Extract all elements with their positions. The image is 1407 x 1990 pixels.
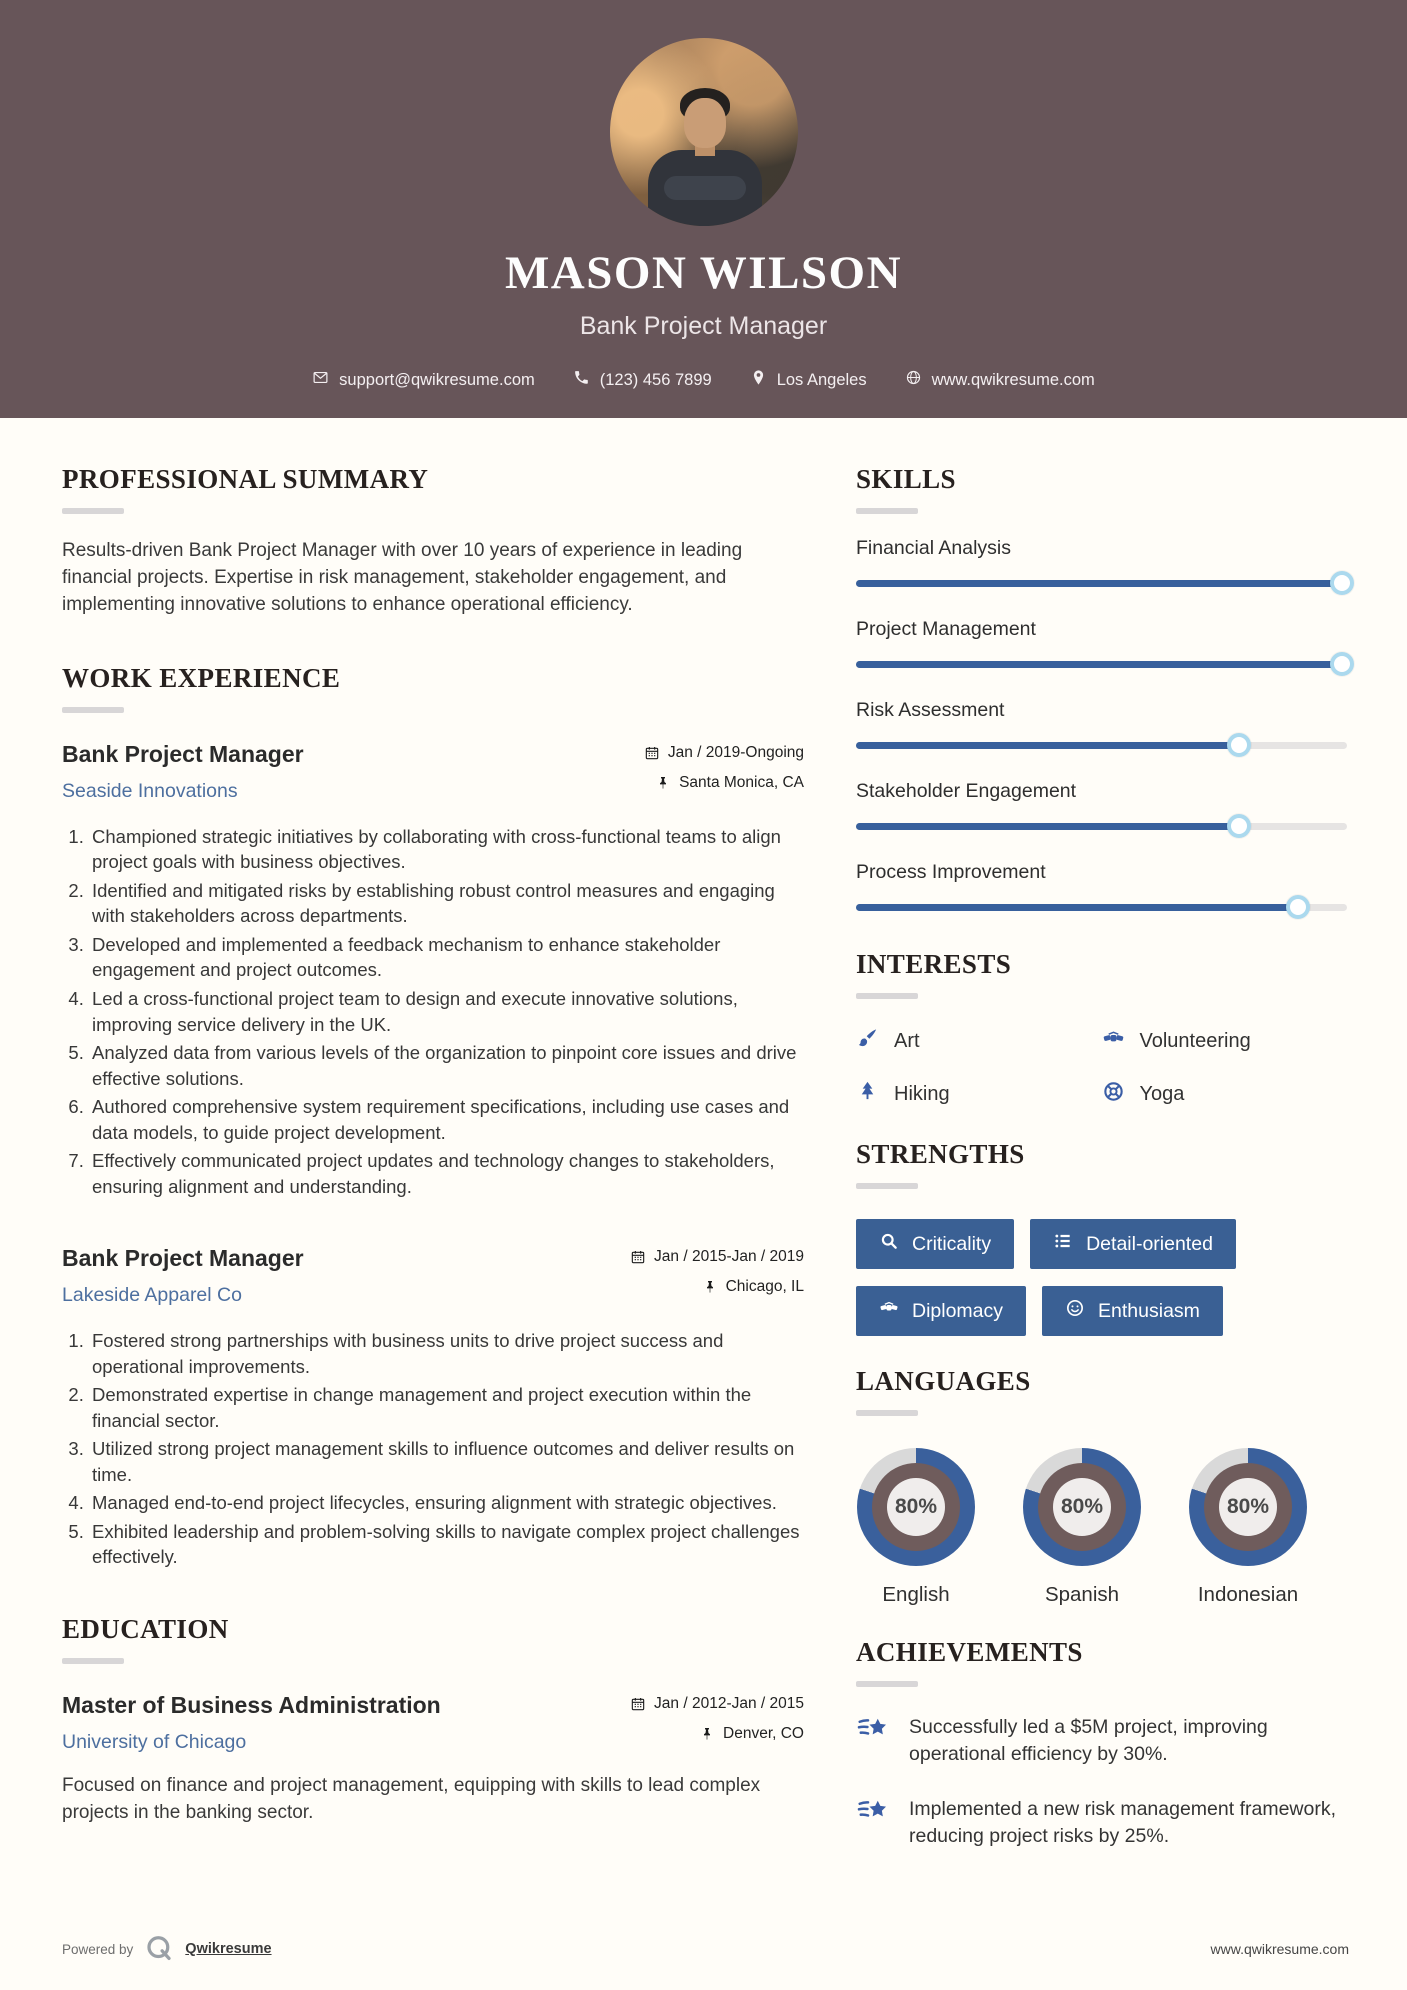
location-icon — [750, 369, 767, 386]
handshake-icon — [879, 1298, 899, 1318]
summary-heading: PROFESSIONAL SUMMARY — [62, 464, 429, 494]
language-item — [856, 1448, 976, 1607]
language-item — [1188, 1448, 1308, 1607]
skill-label: Project Management — [856, 618, 1036, 640]
slider-handle[interactable] — [1330, 652, 1354, 676]
language-label: Spanish — [1044, 1583, 1120, 1606]
job-bullet: 2. Identified and mitigated risks by establishing robust control measures and engaging with stakeholders across departments. — [89, 878, 804, 929]
heading-underline — [856, 508, 918, 514]
skills-mount — [856, 537, 1347, 919]
job-bullet: 6. Authored comprehensive system requirement specifications, including use cases and data models, to guide project development. — [89, 1094, 804, 1145]
slider-handle[interactable] — [1330, 571, 1354, 595]
skill-slider — [856, 814, 1347, 838]
skill-label: Financial Analysis — [856, 537, 1011, 559]
contact-text: support@qwikresume.com — [339, 370, 535, 389]
handshake-icon — [1102, 1027, 1125, 1050]
job-dates — [644, 744, 804, 762]
header — [0, 0, 1407, 418]
pine-tree-icon — [856, 1080, 879, 1103]
strength-chip[interactable] — [1042, 1286, 1223, 1336]
contact-text: Los Angeles — [776, 370, 867, 389]
contact-icon-slot — [750, 369, 767, 391]
job-bullet: 1. Fostered strong partnerships with business units to drive project success and operational improvements. — [89, 1328, 804, 1379]
achievement-item — [856, 1796, 1347, 1851]
interests-grid — [856, 1027, 1347, 1109]
achievement-item — [856, 1714, 1347, 1769]
skill-slider — [856, 895, 1347, 919]
language-item — [1022, 1448, 1142, 1607]
education-dates — [630, 1695, 804, 1713]
language-percent: 80% — [1053, 1478, 1111, 1536]
education-entry — [62, 1692, 804, 1827]
pushpin-icon — [702, 1279, 718, 1295]
candidate-name: MASON WILSON — [504, 247, 903, 299]
q-logo-icon — [144, 1934, 174, 1964]
company-link[interactable]: Lakeside Apparel Co — [62, 1284, 242, 1307]
strength-label: Enthusiasm — [1098, 1299, 1200, 1322]
contact-item[interactable] — [573, 369, 712, 391]
heading-underline — [62, 707, 124, 713]
section-education — [62, 1614, 804, 1827]
language-percent: 80% — [1219, 1478, 1277, 1536]
job-dates-text: Jan / 2019-Ongoing — [667, 743, 804, 761]
job-location — [644, 774, 804, 792]
contact-text: www.qwikresume.com — [931, 370, 1095, 389]
strengths-heading: STRENGTHS — [856, 1139, 1025, 1169]
section-strengths — [856, 1139, 1347, 1336]
contact-row — [0, 369, 1407, 391]
slider-fill — [856, 904, 1298, 911]
education-dates-text: Jan / 2012-Jan / 2015 — [654, 1694, 804, 1712]
slider-fill — [856, 580, 1342, 587]
achievement-text: Implemented a new risk management framework, reducing project risks by 25%. — [909, 1797, 1337, 1847]
school-link[interactable]: University of Chicago — [62, 1730, 247, 1753]
job-dates-text: Jan / 2015-Jan / 2019 — [654, 1248, 804, 1266]
slider-handle[interactable] — [1286, 895, 1310, 919]
language-donut — [1189, 1448, 1307, 1566]
strength-icon-slot — [1053, 1231, 1073, 1257]
powered-by — [62, 1934, 272, 1964]
strength-chip[interactable] — [856, 1286, 1026, 1336]
interest-label: Hiking — [894, 1083, 950, 1105]
slider-fill — [856, 742, 1239, 749]
job-bullet: 2. Demonstrated expertise in change management and project execution within the financial sector. — [89, 1382, 804, 1433]
pushpin-icon — [699, 1726, 715, 1742]
skill-item — [856, 780, 1347, 838]
paintbrush-icon — [856, 1027, 879, 1050]
calendar-icon — [644, 745, 660, 761]
interest-label: Yoga — [1139, 1083, 1185, 1105]
heading-underline — [62, 1658, 124, 1664]
education-location — [630, 1725, 804, 1743]
job-bullet: 3. Developed and implemented a feedback mechanism to enhance stakeholder engagement and project outcomes. — [89, 932, 804, 983]
list-icon — [1053, 1231, 1073, 1251]
contact-icon-slot — [312, 369, 329, 391]
contact-item[interactable] — [905, 369, 1095, 391]
skill-label: Stakeholder Engagement — [856, 780, 1077, 802]
job-bullet: 1. Championed strategic initiatives by collaborating with cross-functional teams to align project goals with business objectives. — [89, 824, 804, 875]
contact-item[interactable] — [312, 369, 535, 391]
languages-heading: LANGUAGES — [856, 1366, 1031, 1396]
skill-item — [856, 618, 1347, 676]
language-label: English — [882, 1583, 950, 1606]
section-interests — [856, 949, 1347, 1109]
job-bullet: 5. Analyzed data from various levels of the organization to pinpoint core issues and drive effective solutions. — [89, 1040, 804, 1091]
interest-icon-slot — [856, 1080, 879, 1109]
lifebuoy-icon — [1102, 1080, 1125, 1103]
shooting-star-icon — [856, 1794, 892, 1830]
langs-mount — [856, 1448, 1347, 1607]
calendar-icon — [630, 1696, 646, 1712]
interest-item — [1102, 1080, 1348, 1109]
job-bullet: 3. Utilized strong project management skills to influence outcomes and deliver results on time. — [89, 1436, 804, 1487]
summary-text: Results-driven Bank Project Manager with over 10 years of experience in leading financial projects. Expertise in risk management, stakeholder engagement, and implementing innovative solutions to enhance operational efficiency. — [62, 540, 743, 615]
company-link[interactable]: Seaside Innovations — [62, 779, 238, 802]
job-bullet: 4. Managed end-to-end project lifecycles, ensuring alignment with strategic objectives. — [89, 1490, 804, 1516]
strength-icon-slot — [1065, 1298, 1085, 1324]
contact-item[interactable] — [750, 369, 867, 391]
globe-icon — [905, 369, 922, 386]
slider-handle[interactable] — [1227, 814, 1251, 838]
heading-underline — [62, 508, 124, 514]
section-skills — [856, 464, 1347, 919]
job-entry — [62, 741, 804, 1199]
job-location — [630, 1278, 804, 1296]
education-location-text: Denver, CO — [723, 1724, 804, 1742]
language-donut — [857, 1448, 975, 1566]
slider-fill — [856, 661, 1342, 668]
skill-slider — [856, 571, 1347, 595]
jobs-mount — [62, 741, 804, 1570]
skills-heading: SKILLS — [856, 464, 956, 494]
strengths-mount — [856, 1219, 1347, 1336]
slider-handle[interactable] — [1227, 733, 1251, 757]
job-bullets — [62, 824, 804, 1199]
section-languages — [856, 1366, 1347, 1607]
skill-item — [856, 861, 1347, 919]
skill-slider — [856, 652, 1347, 676]
shooting-star-icon — [856, 1712, 892, 1748]
heading-underline — [856, 1410, 918, 1416]
skill-slider — [856, 733, 1347, 757]
section-summary — [62, 464, 804, 619]
pushpin-icon — [655, 775, 671, 791]
job-bullet: 7. Effectively communicated project updates and technology changes to stakeholders, ensuring alignment and understanding. — [89, 1148, 804, 1199]
ach-mount — [856, 1714, 1347, 1850]
profile-photo — [610, 38, 798, 226]
heading-underline — [856, 993, 918, 999]
content — [0, 418, 1407, 1880]
strength-label: Diplomacy — [912, 1299, 1004, 1322]
slider-fill — [856, 823, 1239, 830]
footer — [62, 1934, 1349, 1964]
skill-label: Process Improvement — [856, 861, 1046, 883]
footer-site-url: www.qwikresume.com — [1210, 1941, 1349, 1957]
interest-icon-slot — [1102, 1027, 1125, 1056]
email-icon — [312, 369, 329, 386]
job-bullet: 5. Exhibited leadership and problem-solving skills to navigate complex project challenges effectively. — [89, 1519, 804, 1570]
skill-item — [856, 537, 1347, 595]
interest-icon-slot — [856, 1027, 879, 1056]
strength-label: Detail-oriented — [1086, 1232, 1213, 1255]
left-column — [62, 464, 804, 1880]
strength-chip[interactable] — [1030, 1219, 1236, 1269]
strength-chip[interactable] — [856, 1219, 1014, 1269]
language-label: Indonesian — [1197, 1583, 1299, 1606]
job-bullets — [62, 1328, 804, 1570]
interests-heading: INTERESTS — [856, 949, 1012, 979]
strength-icon-slot — [879, 1298, 899, 1324]
section-achievements — [856, 1637, 1347, 1850]
powered-by-label: Powered by — [62, 1941, 134, 1957]
job-title: Bank Project Manager — [62, 740, 304, 767]
photo-person-face — [684, 98, 726, 148]
job-entry — [62, 1245, 804, 1570]
calendar-icon — [630, 1249, 646, 1265]
skill-item — [856, 699, 1347, 757]
job-location-text: Chicago, IL — [725, 1278, 804, 1296]
job-bullet: 4. Led a cross-functional project team to design and execute innovative solutions, improving service delivery in the UK. — [89, 986, 804, 1037]
interest-icon-slot — [1102, 1080, 1125, 1109]
job-dates — [630, 1248, 804, 1266]
interest-label: Art — [894, 1030, 920, 1052]
phone-icon — [573, 369, 590, 386]
smiley-icon — [1065, 1298, 1085, 1318]
right-column — [856, 464, 1347, 1880]
contact-icon-slot — [573, 369, 590, 391]
job-title: Bank Project Manager — [62, 1245, 304, 1272]
interest-item — [856, 1027, 1102, 1056]
language-percent: 80% — [887, 1478, 945, 1536]
heading-underline — [856, 1681, 918, 1687]
skill-label: Risk Assessment — [856, 699, 1005, 721]
qwikresume-link[interactable]: Qwikresume — [185, 1941, 272, 1957]
education-description: Focused on finance and project management, equipping with skills to lead complex projects in the banking sector. — [62, 1774, 761, 1823]
contact-icon-slot — [905, 369, 922, 391]
photo-person-arms — [664, 176, 746, 200]
interest-label: Volunteering — [1139, 1030, 1251, 1052]
degree-title: Master of Business Administration — [62, 1691, 441, 1718]
achievements-heading: ACHIEVEMENTS — [856, 1637, 1083, 1667]
interest-item — [856, 1080, 1102, 1109]
search-icon — [879, 1231, 899, 1251]
interest-item — [1102, 1027, 1348, 1056]
achievement-text: Successfully led a $5M project, improving operational efficiency by 30%. — [909, 1716, 1268, 1766]
language-donut — [1023, 1448, 1141, 1566]
experience-heading: WORK EXPERIENCE — [62, 662, 341, 693]
education-heading: EDUCATION — [62, 1613, 229, 1644]
section-experience — [62, 663, 804, 1570]
strength-icon-slot — [879, 1231, 899, 1257]
heading-underline — [856, 1183, 918, 1189]
candidate-title: Bank Project Manager — [579, 312, 828, 340]
strength-label: Criticality — [912, 1232, 992, 1255]
job-location-text: Santa Monica, CA — [679, 773, 804, 791]
contact-text: (123) 456 7899 — [599, 370, 712, 389]
